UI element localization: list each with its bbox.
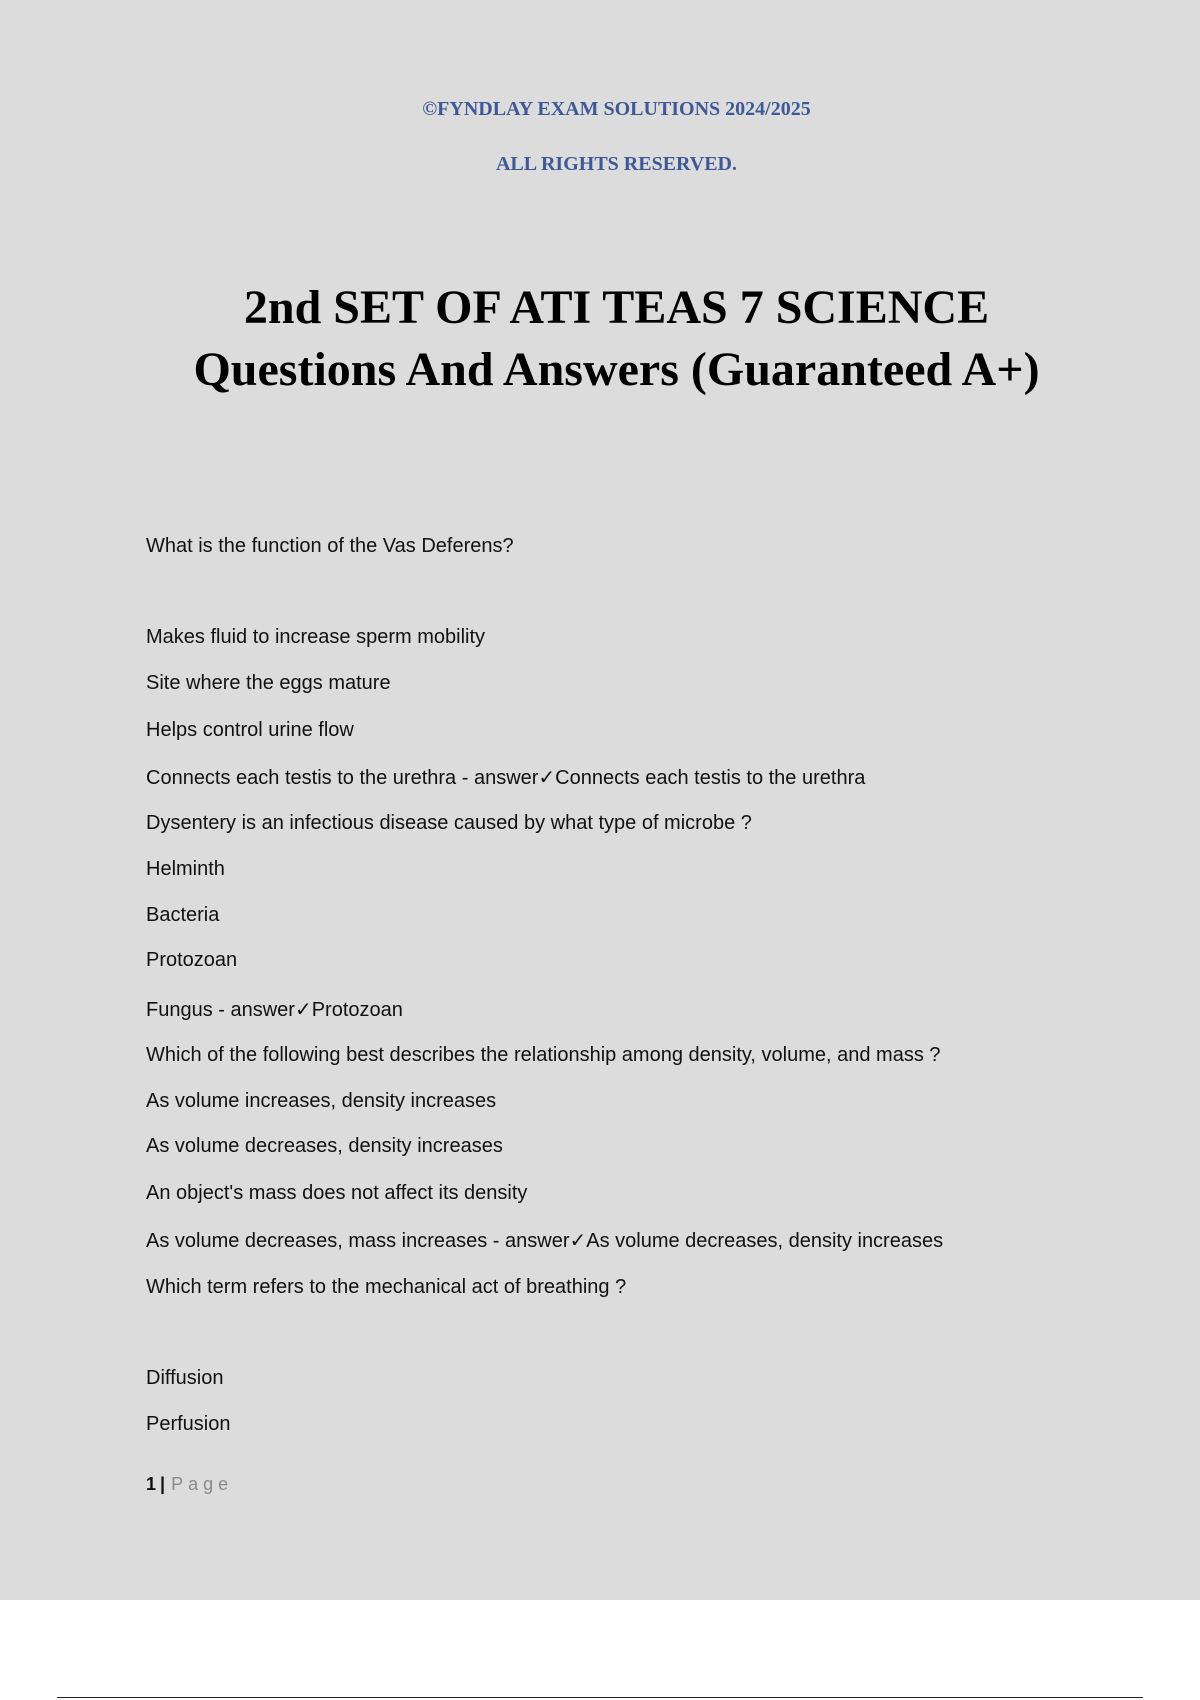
answer-line: Connects each testis to the urethra - answer✓Connects each testis to the urethra [146,767,866,789]
page-label: Page [171,1474,234,1494]
footer-separator: | [160,1474,166,1494]
question-line: Which term refers to the mechanical act of breathing ? [146,1276,627,1298]
answer-line: Fungus - answer✓Protozoan [146,999,403,1021]
answer-option: Site where the eggs mature [146,672,391,694]
page-number: 1 [146,1474,157,1494]
bottom-divider [57,1697,1143,1698]
copyright-notice: ©FYNDLAY EXAM SOLUTIONS 2024/2025 [422,98,811,120]
rights-reserved: ALL RIGHTS RESERVED. [495,153,738,175]
answer-option: An object's mass does not affect its density [146,1182,528,1204]
answer-option: Bacteria [146,904,220,926]
document-title [0,277,1200,401]
question-line: Dysentery is an infectious disease caused by what type of microbe ? [146,812,752,834]
answer-option: As volume decreases, density increases [146,1135,503,1157]
title-line-2: Questions And Answers (Guaranteed A+) [193,343,1040,396]
question-line: What is the function of the Vas Deferens? [146,535,514,557]
page-footer [146,1474,233,1495]
answer-option: Helminth [146,858,225,880]
answer-option: Makes fluid to increase sperm mobility [146,626,486,648]
answer-line: As volume decreases, mass increases - answer✓As volume decreases, density increases [146,1230,944,1252]
answer-option: Diffusion [146,1367,224,1389]
title-line-1: 2nd SET OF ATI TEAS 7 SCIENCE [243,281,990,334]
answer-option: Protozoan [146,949,238,971]
question-line: Which of the following best describes the relationship among density, volume, and mass ? [146,1044,941,1066]
answer-option: Perfusion [146,1413,231,1435]
answer-option: As volume increases, density increases [146,1090,497,1112]
answer-option: Helps control urine flow [146,719,354,741]
